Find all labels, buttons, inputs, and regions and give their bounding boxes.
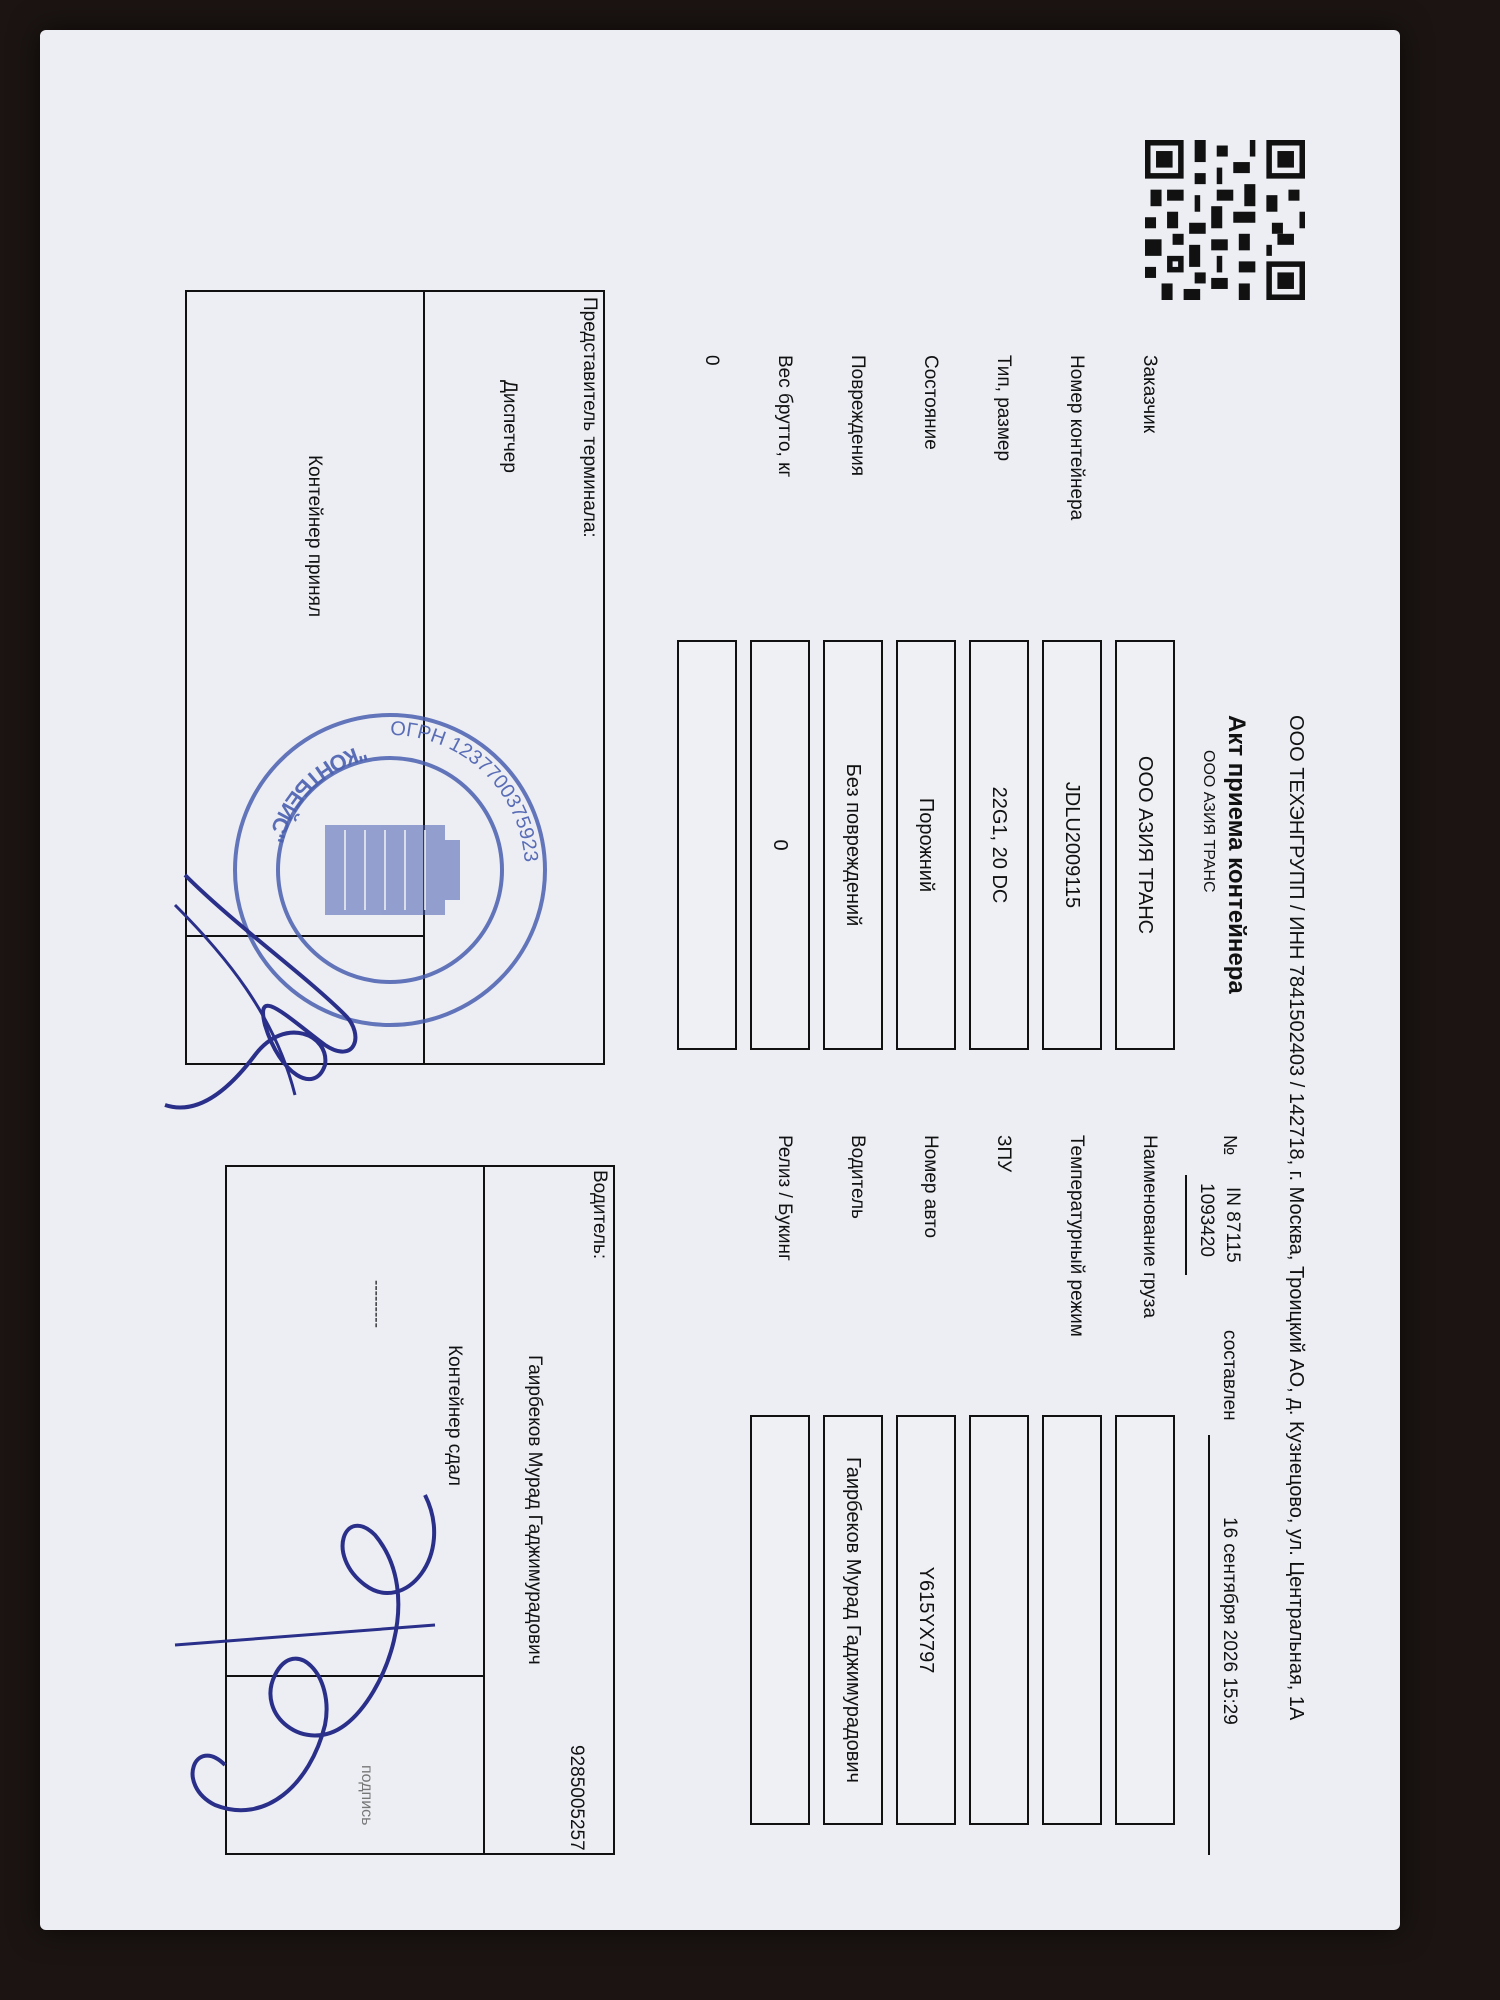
label-driver: Водитель bbox=[847, 1135, 868, 1219]
driver-phone: 9285005257 bbox=[566, 1745, 587, 1851]
company-header: ООО ТЕХЭНГРУПП / ИНН 7841502403 / 142718, г. Москва, Троицкий АО, д. Кузнецово, ул. Центральная, 1А bbox=[1285, 715, 1307, 1721]
terminal-sign-caption: Контейнер принял bbox=[304, 455, 325, 618]
qr-code-icon bbox=[1145, 135, 1305, 305]
label-seal: ЗПУ bbox=[993, 1135, 1014, 1173]
label-temperature: Температурный режим bbox=[1066, 1135, 1087, 1337]
value-customer: ООО АЗИЯ ТРАНС bbox=[1115, 640, 1175, 1050]
act-number-sign: № bbox=[1219, 1135, 1240, 1156]
document-sheet bbox=[40, 30, 1400, 1930]
label-release-booking: Релиз / Букинг bbox=[774, 1135, 795, 1261]
value-seal bbox=[969, 1415, 1029, 1825]
act-composed-label: составлен bbox=[1219, 1330, 1240, 1421]
act-date-underline bbox=[1208, 1435, 1210, 1855]
label-type-size: Тип, размер bbox=[993, 355, 1014, 462]
value-driver: Гаирбеков Мурад Гаджимурадович bbox=[823, 1415, 883, 1825]
value-extra bbox=[677, 640, 737, 1050]
driver-signature-hint: подпись bbox=[358, 1765, 375, 1826]
act-title: Акт приема контейнера bbox=[1223, 715, 1250, 994]
value-damage: Без повреждений bbox=[823, 640, 883, 1050]
driver-sign-divider bbox=[483, 1165, 485, 1855]
label-damage: Повреждения bbox=[847, 355, 868, 476]
driver-sign-dashes: --------- bbox=[368, 1280, 385, 1328]
driver-sign-caption: Контейнер сдал bbox=[444, 1345, 465, 1486]
act-page bbox=[95, 85, 1345, 1875]
act-subtitle: ООО АЗИЯ ТРАНС bbox=[1200, 750, 1217, 893]
stamp-text: ОГРН 1237700375923 bbox=[389, 717, 542, 863]
terminal-sign-role: Диспетчер bbox=[499, 380, 520, 473]
label-zero: 0 bbox=[701, 355, 722, 366]
value-state: Порожний bbox=[896, 640, 956, 1050]
label-gross-weight: Вес брутто, кг bbox=[774, 355, 795, 478]
value-gross-weight: 0 bbox=[750, 640, 810, 1050]
act-number-line1: IN 87115 bbox=[1222, 1187, 1243, 1263]
label-state: Состояние bbox=[920, 355, 941, 450]
terminal-sign-header: Представитель терминала: bbox=[579, 297, 600, 538]
driver-signature bbox=[165, 1475, 465, 1855]
act-number-underline bbox=[1185, 1175, 1187, 1275]
value-cargo-name bbox=[1115, 1415, 1175, 1825]
label-container-number: Номер контейнера bbox=[1066, 355, 1087, 521]
value-release-booking bbox=[750, 1415, 810, 1825]
driver-name: Гаирбеков Мурад Гаджимурадович bbox=[524, 1355, 545, 1665]
act-number-line2: 1093420 bbox=[1196, 1183, 1217, 1257]
label-vehicle-number: Номер авто bbox=[920, 1135, 941, 1239]
terminal-signature bbox=[155, 865, 385, 1135]
label-cargo-name: Наименование груза bbox=[1139, 1135, 1160, 1319]
value-container-number: JDLU2009115 bbox=[1042, 640, 1102, 1050]
act-composed-date: 16 сентября 2026 15:29 bbox=[1219, 1517, 1240, 1725]
value-temperature bbox=[1042, 1415, 1102, 1825]
stamp-name: "КОНТБЕЙС" bbox=[263, 740, 371, 846]
label-customer: Заказчик bbox=[1139, 355, 1160, 434]
value-type-size: 22G1, 20 DC bbox=[969, 640, 1029, 1050]
value-vehicle-number: Y615YX797 bbox=[896, 1415, 956, 1825]
driver-sign-header: Водитель: bbox=[589, 1170, 610, 1260]
